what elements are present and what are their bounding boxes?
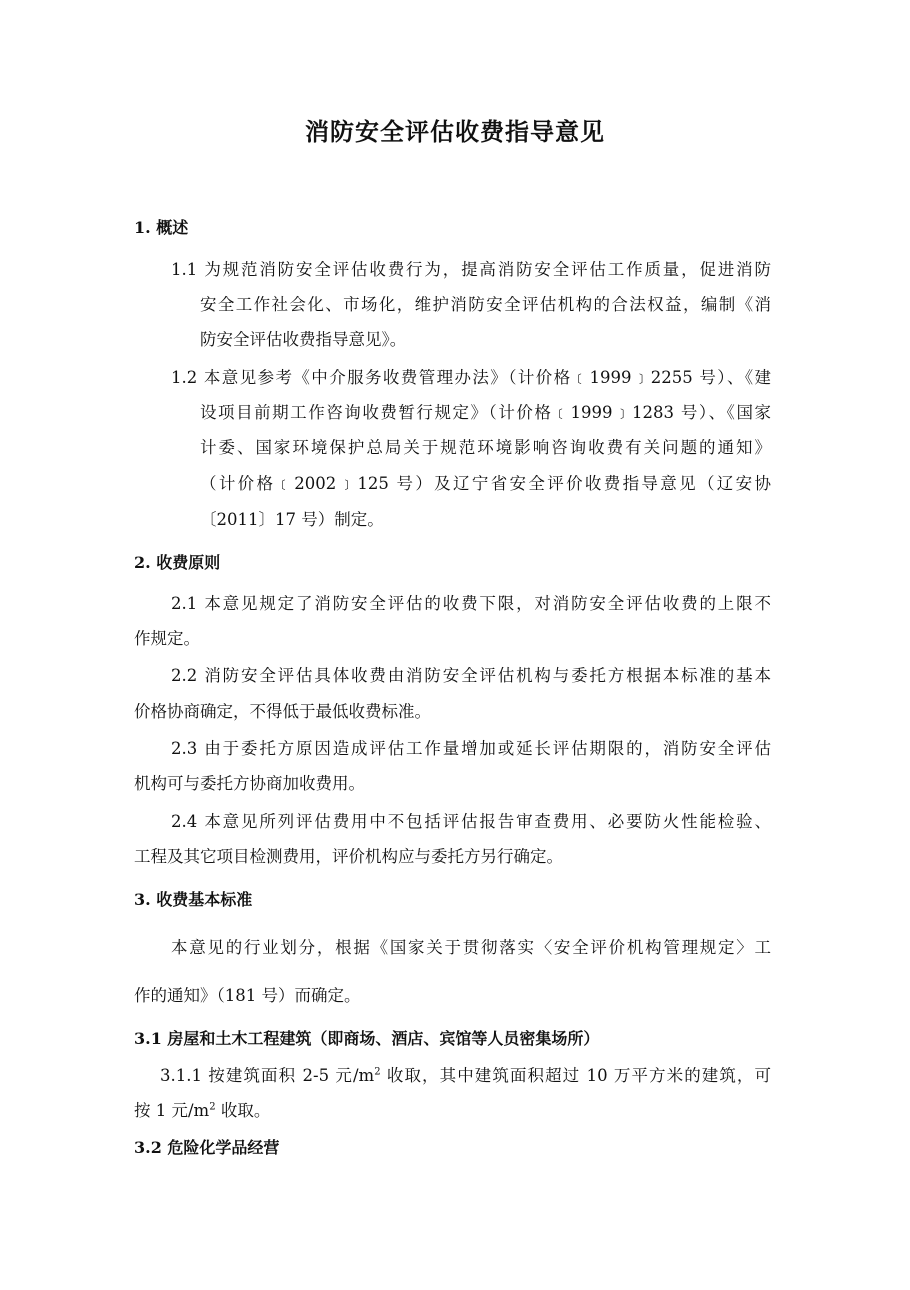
paragraph-line: 2.4 本意见所列评估费用中不包括评估报告审查费用、必要防火性能检验、 xyxy=(171,812,771,831)
paragraph-line: 〔2011〕17 号）制定。 xyxy=(200,510,384,529)
paragraph-line: 工程及其它项目检测费用，评价机构应与委托方另行确定。 xyxy=(134,847,563,866)
subsection-heading-3-2: 3.2 危险化学品经营 xyxy=(134,1138,280,1157)
paragraph-line: 作的通知》（181 号）而确定。 xyxy=(134,986,361,1005)
superscript: 2 xyxy=(374,1066,381,1078)
paragraph-line: 防安全评估收费指导意见》。 xyxy=(200,330,407,349)
text-run: 收取，其中建筑面积超过 10 万平方米的建筑，可 xyxy=(380,1066,772,1085)
text-run: 收取。 xyxy=(215,1101,271,1120)
section-heading-2: 2. 收费原则 xyxy=(134,553,221,572)
paragraph-line: （计价格﹝2002﹞125 号）及辽宁省安全评价收费指导意见（辽安协 xyxy=(200,474,771,493)
paragraph-line: 安全工作社会化、市场化，维护消防安全评估机构的合法权益，编制《消 xyxy=(200,295,771,314)
text-run: 按 1 元/m xyxy=(134,1101,210,1120)
paragraph-line: 1.1 为规范消防安全评估收费行为，提高消防安全评估工作质量，促进消防 xyxy=(171,260,771,279)
section-heading-1: 1. 概述 xyxy=(134,218,189,237)
paragraph-line: 价格协商确定，不得低于最低收费标准。 xyxy=(134,702,431,721)
text-run: 3.1.1 按建筑面积 2-5 元/m xyxy=(160,1066,375,1085)
paragraph-line: 2.2 消防安全评估具体收费由消防安全评估机构与委托方根据本标准的基本 xyxy=(171,666,771,685)
page-title: 消防安全评估收费指导意见 xyxy=(305,117,605,146)
superscript: 2 xyxy=(209,1101,216,1113)
subsection-heading-3-1: 3.1 房屋和土木工程建筑（即商场、酒店、宾馆等人员密集场所） xyxy=(134,1029,600,1048)
paragraph-line: 计委、国家环境保护总局关于规范环境影响咨询收费有关问题的通知》 xyxy=(200,438,771,457)
paragraph-line: 机构可与委托方协商加收费用。 xyxy=(134,774,365,793)
paragraph-line xyxy=(134,1099,270,1123)
paragraph-line: 本意见的行业划分，根据《国家关于贯彻落实〈安全评价机构管理规定〉工 xyxy=(171,938,771,957)
paragraph-line: 2.3 由于委托方原因造成评估工作量增加或延长评估期限的，消防安全评估 xyxy=(171,739,771,758)
paragraph-line: 2.1 本意见规定了消防安全评估的收费下限，对消防安全评估收费的上限不 xyxy=(171,594,771,613)
section-heading-3: 3. 收费基本标准 xyxy=(134,890,253,909)
paragraph-line: 设项目前期工作咨询收费暂行规定》（计价格﹝1999﹞1283 号）、《国家 xyxy=(200,403,771,422)
paragraph-line xyxy=(160,1064,771,1088)
paragraph-line: 作规定。 xyxy=(134,629,200,648)
paragraph-line: 1.2 本意见参考《中介服务收费管理办法》（计价格﹝1999﹞2255 号）、《建 xyxy=(171,368,771,387)
